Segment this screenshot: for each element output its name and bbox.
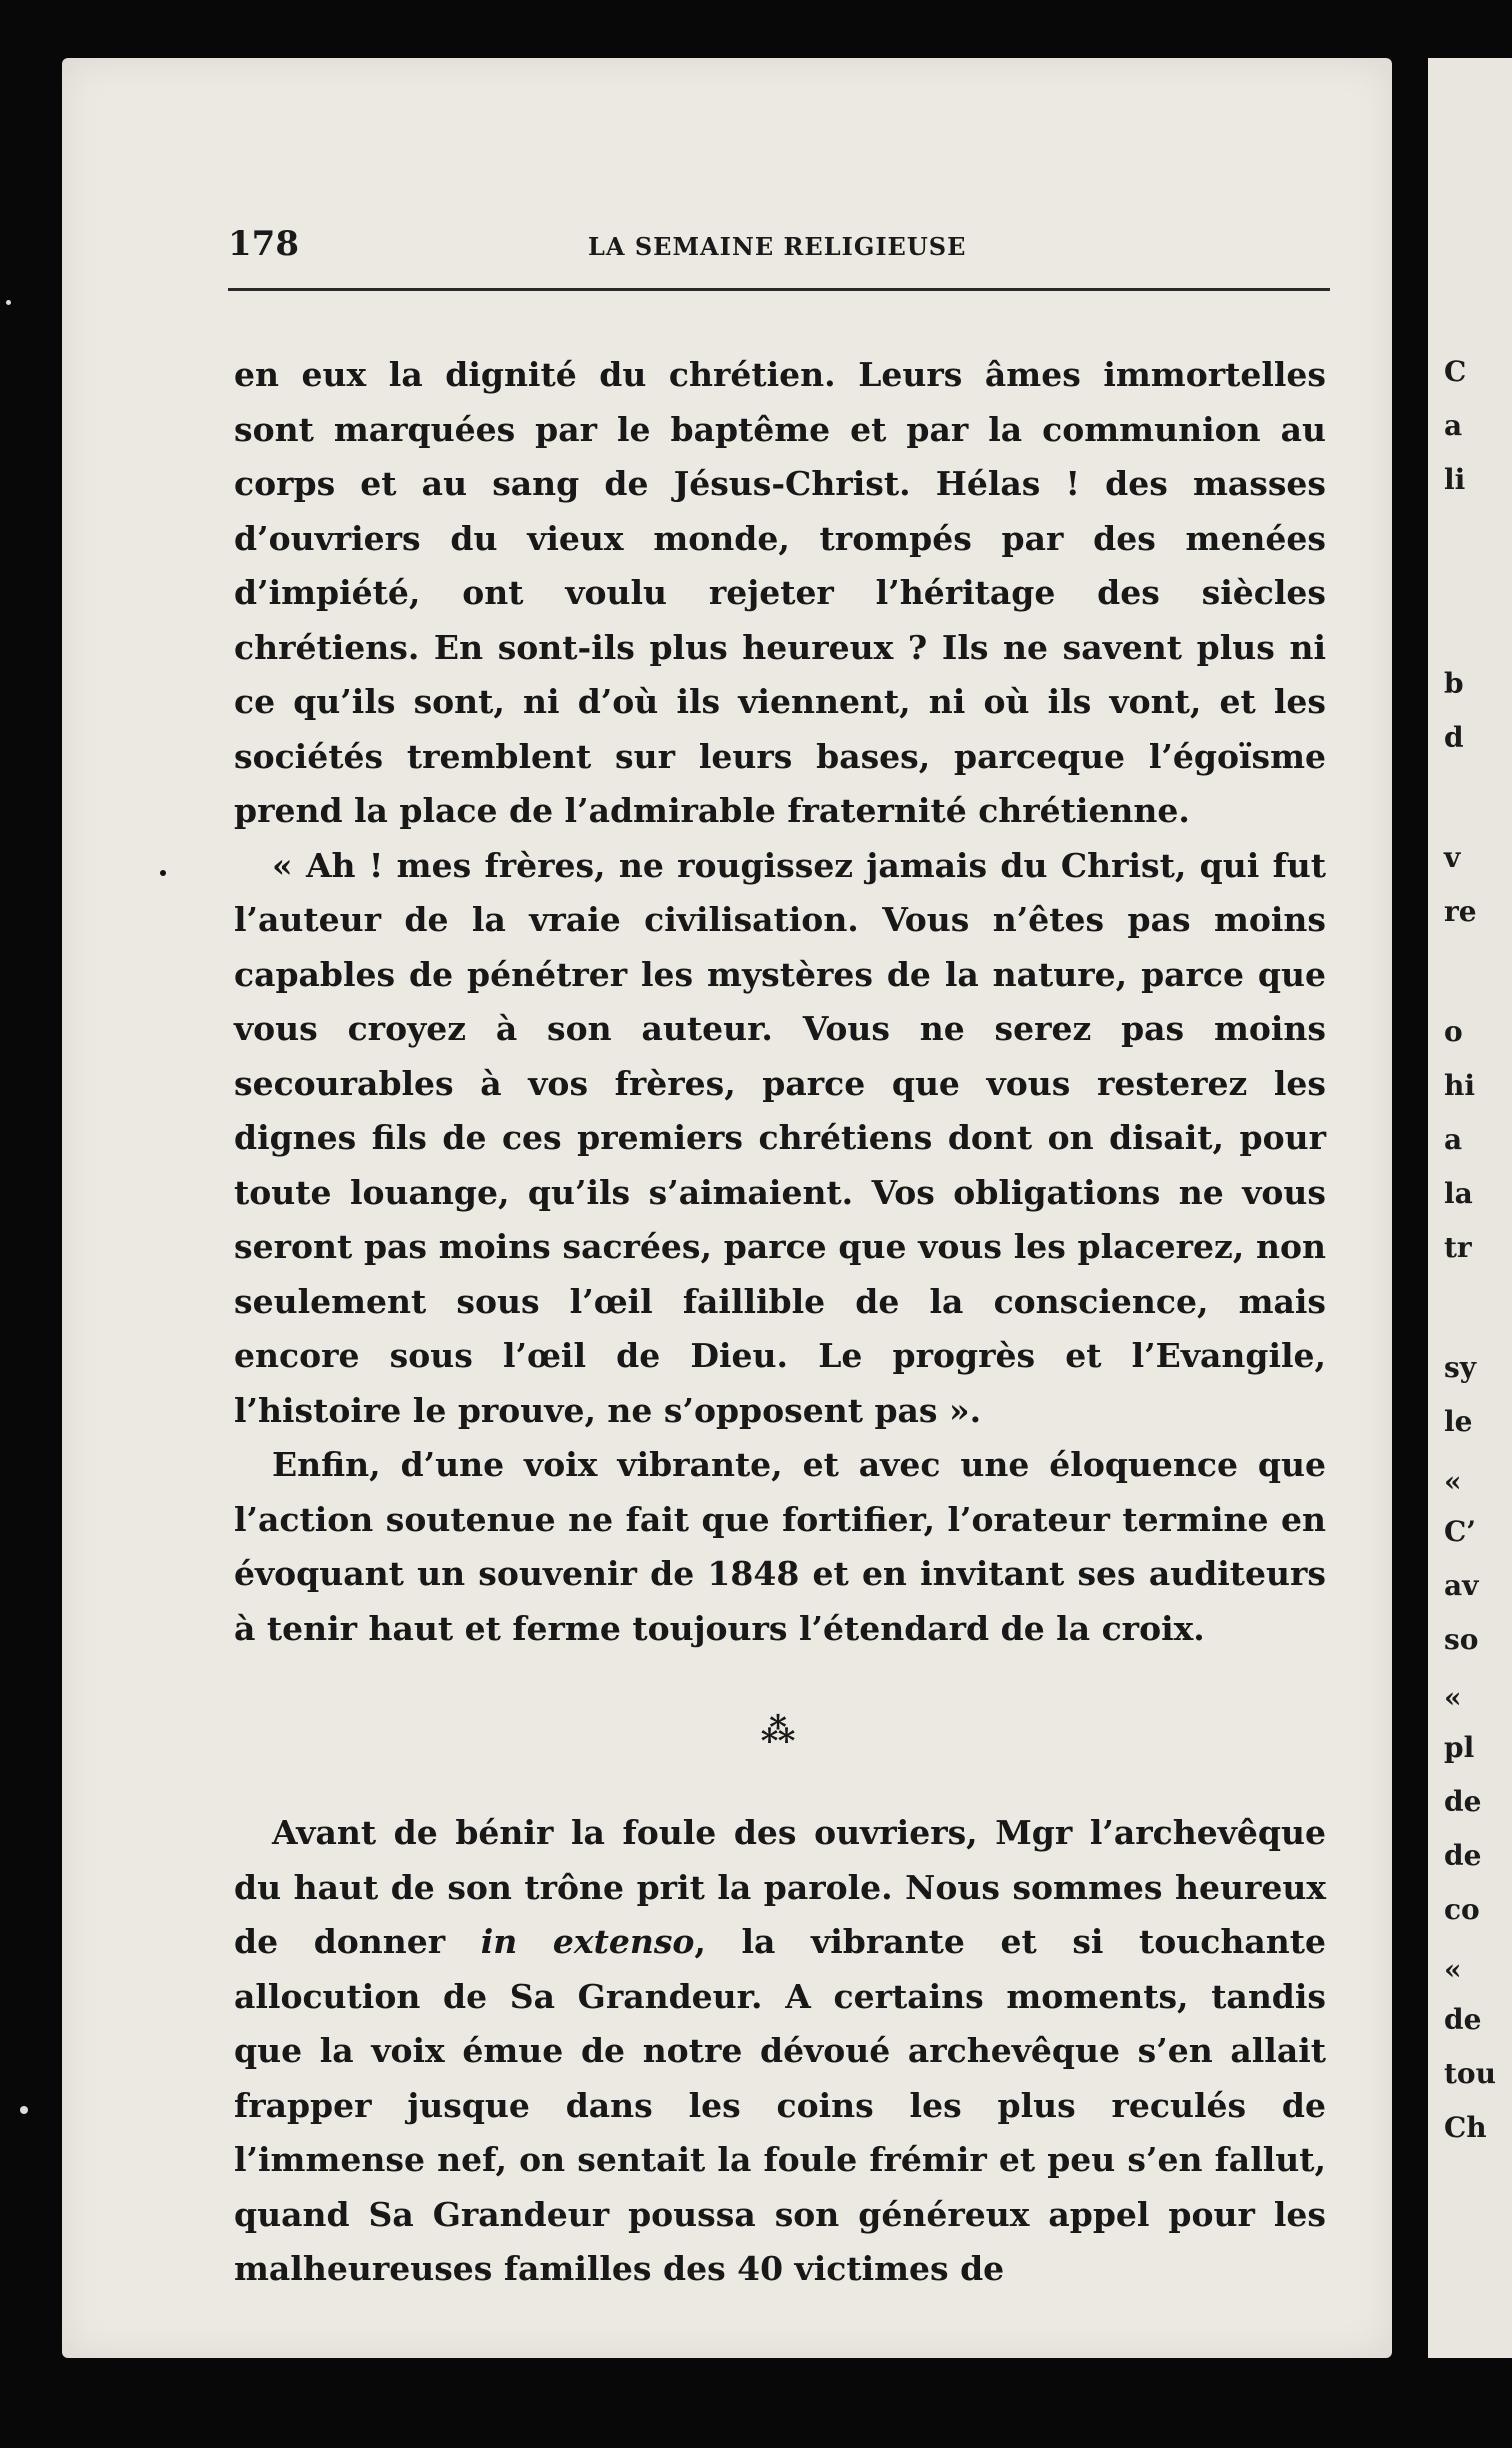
facing-page-fragment: « <box>1444 1953 1462 1986</box>
italic-phrase: in extenso <box>480 1922 695 1961</box>
asterism-separator: ⁂ <box>760 1711 800 1751</box>
facing-page-fragment: so <box>1444 1623 1479 1656</box>
page-header <box>228 224 1330 264</box>
facing-page-fragment: li <box>1444 463 1466 496</box>
dust-speck <box>160 870 166 876</box>
page-number: 178 <box>228 224 299 264</box>
paragraph-text: Avant de bénir la foule des ouvriers, Mgr l’archevêque du haut de son trône prit la parole. Nous sommes heureux de donner <box>234 1813 1326 1961</box>
facing-page-fragment: hi <box>1444 1069 1475 1102</box>
facing-page-fragment: a <box>1444 1123 1463 1156</box>
paragraph: « Ah ! mes frères, ne rougissez jamais du Christ, qui fut l’auteur de la vraie civilisation. Vous n’êtes pas moins capables de pénétrer les mystères de la nature, parce que vous croyez à son auteur. Vous ne serez pas moins secourables à vos frères, parce que vous resterez les dignes fils de ces premiers chrétiens dont on disait, pour toute louange, qu’ils s’aimaient. Vos obligations ne vous seront pas moins sacrées, parce que vous les placerez, non seulement sous l’œil faillible de la conscience, mais encore sous l’œil de Dieu. Le progrès et l’Evangile, l’histoire le prouve, ne s’opposent pas ». <box>234 845 1326 1430</box>
running-title: LA SEMAINE RELIGIEUSE <box>588 232 967 261</box>
facing-page-fragment: C’ <box>1444 1515 1477 1548</box>
dust-speck <box>20 2106 28 2114</box>
facing-page-fragment: C <box>1444 355 1467 388</box>
facing-page-fragment: co <box>1444 1893 1480 1926</box>
facing-page-fragment: re <box>1444 895 1477 928</box>
facing-page-fragment: « <box>1444 1681 1462 1714</box>
facing-page-fragment: de <box>1444 1839 1482 1872</box>
dust-speck <box>6 300 11 305</box>
facing-page-fragment: sy <box>1444 1351 1477 1384</box>
facing-page-fragment: de <box>1444 2003 1482 2036</box>
facing-page-fragment: b <box>1444 667 1464 700</box>
facing-page-fragment: la <box>1444 1177 1473 1210</box>
header-rule <box>228 288 1330 291</box>
facing-page-fragment: v <box>1444 841 1461 874</box>
facing-page-fragment: tou <box>1444 2057 1496 2090</box>
facing-page-fragment: de <box>1444 1785 1482 1818</box>
facing-page-fragment: o <box>1444 1015 1463 1048</box>
paragraph: en eux la dignité du chrétien. Leurs âmes immortelles sont marquées par le baptême et par la communion au corps et au sang de Jésus-Christ. Hélas ! des masses d’ouvriers du vieux monde, trompés par des menées d’impiété, ont voulu rejeter l’héritage des siècles chrétiens. En sont-ils plus heureux ? Ils ne savent plus ni ce qu’ils sont, ni d’où ils viennent, ni où ils vont, et les sociétés tremblent sur leurs bases, parceque l’égoïsme prend la place de l’admirable fraternité chrétienne. <box>234 355 1326 830</box>
facing-page-fragment: « <box>1444 1465 1462 1498</box>
facing-page-fragment: le <box>1444 1405 1473 1438</box>
paragraph: Enfin, d’une voix vibrante, et avec une éloquence que l’action soutenue ne fait que fortifier, l’orateur termine en évoquant un souvenir de 1848 et en invitant ses auditeurs à tenir haut et ferme toujours l’étendard de la croix. <box>234 1445 1326 1648</box>
body-text <box>234 348 1326 2297</box>
facing-page-fragment: tr <box>1444 1231 1472 1264</box>
facing-page-fragment: pl <box>1444 1731 1475 1764</box>
facing-page-fragment: Ch <box>1444 2111 1487 2144</box>
paragraph-text: , la vibrante et si touchante allocution de Sa Grandeur. A certains moments, tandis que la voix émue de notre dévoué archevêque s’en allait frapper jusque dans les coins les plus reculés de l’immense nef, on sentait la foule frémir et peu s’en fallut, quand Sa Grandeur poussa son généreux appel pour les malheureuses familles des 40 victimes de <box>234 1922 1326 2288</box>
facing-page-fragment: a <box>1444 409 1463 442</box>
paragraph <box>234 1806 1326 2297</box>
facing-page-fragment: d <box>1444 721 1464 754</box>
facing-page-fragment: av <box>1444 1569 1479 1602</box>
facing-page-edge <box>1428 58 1512 2358</box>
